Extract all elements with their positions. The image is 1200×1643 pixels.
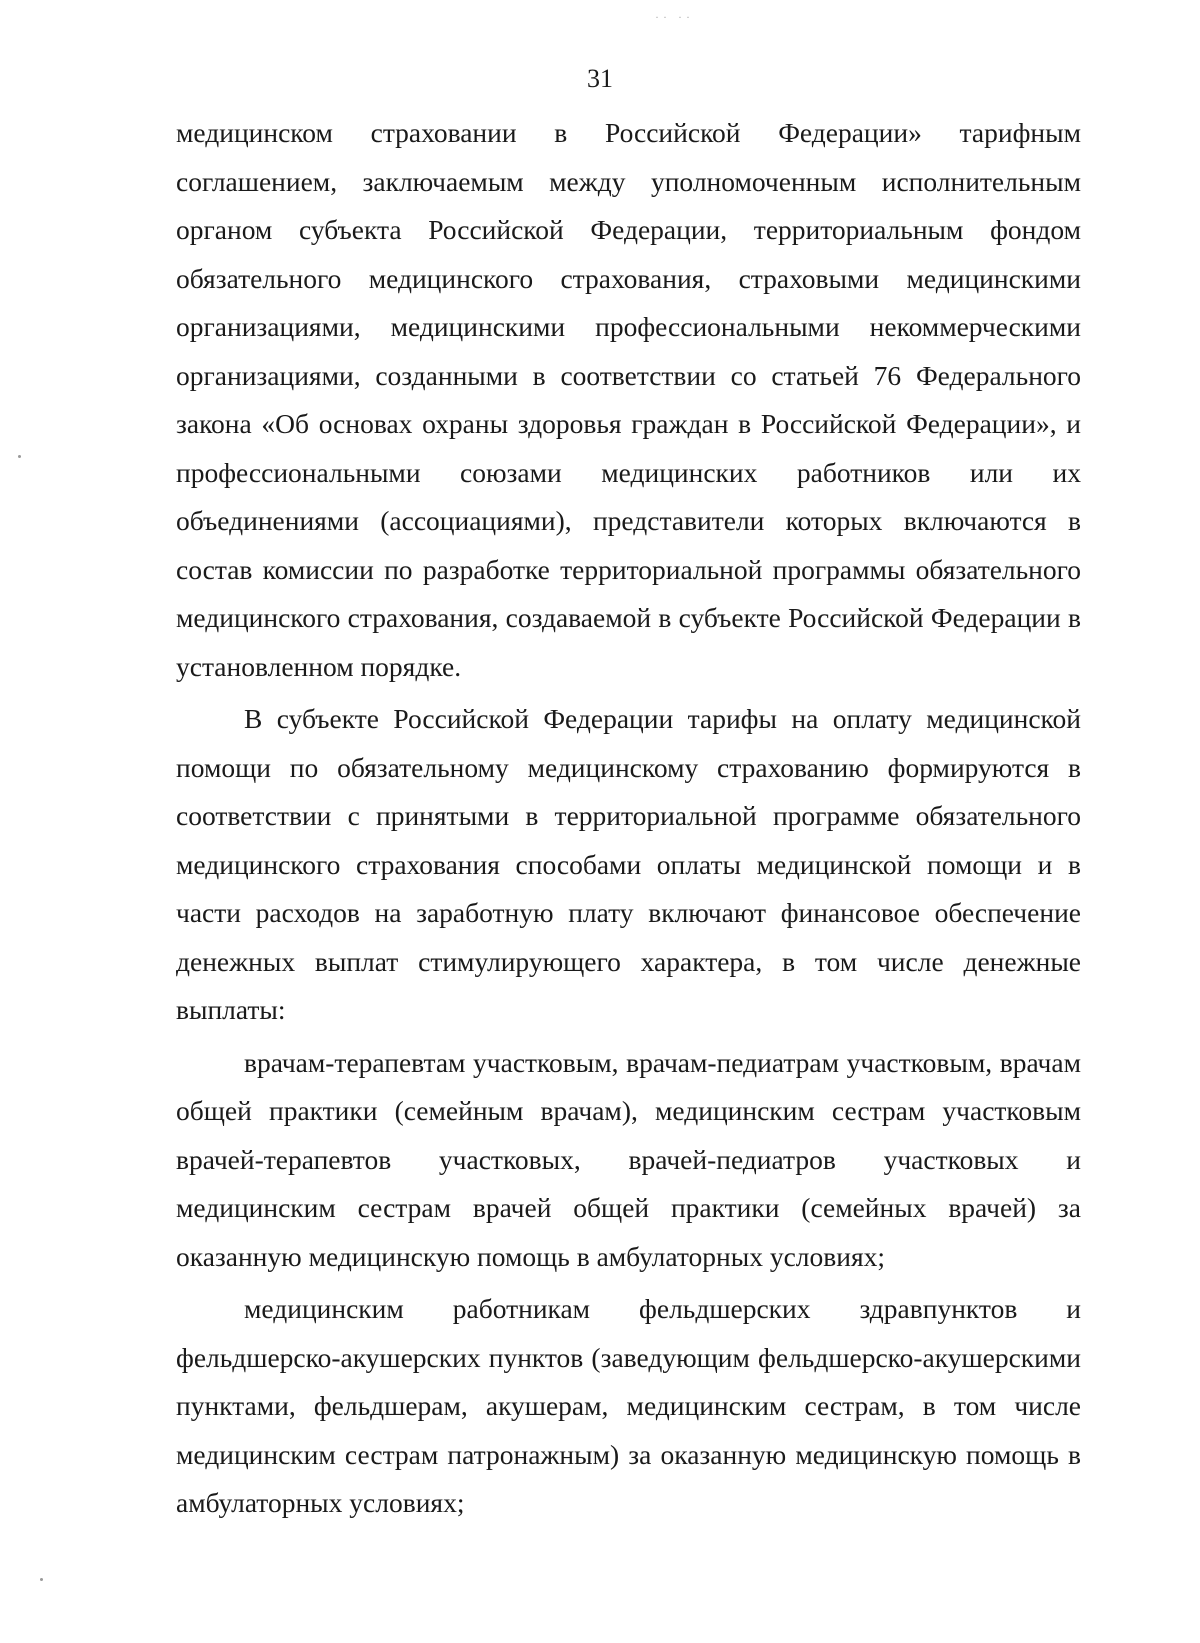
scan-artifact (18, 455, 21, 458)
paragraph: медицинском страховании в Российской Федерации» тарифным соглашением, заключаемым между уполномоченным исполнительным органом субъекта Российской Федерации, территориальным фондом обязательного медицинского страхования, страховыми медицинскими организациями, медицинскими профессиональными некоммерческими организациями, созданными в соответствии со статьей 76 Федерального закона «Об основах охраны здоровья граждан в Российской Федерации», и профессиональными союзами медицинских работников или их объединениями (ассоциациями), представители которых включаются в состав комиссии по разработке территориальной программы обязательного медицинского страхования, создаваемой в субъекте Российской Федерации в установленном порядке. (176, 117, 1081, 682)
scan-artifact: ·· ·· (655, 10, 694, 24)
scan-artifact (40, 1578, 43, 1581)
paragraph: врачам-терапевтам участковым, врачам-педиатрам участковым, врачам общей практики (семейным врачам), медицинским сестрам участковым врачей-терапевтов участковых, врачей-педиатров участковых и медицинским сестрам врачей общей практики (семейных врачей) за оказанную медицинскую помощь в амбулаторных условиях; (176, 1046, 1081, 1272)
page-number: 31 (587, 64, 613, 93)
paragraph: В субъекте Российской Федерации тарифы на оплату медицинской помощи по обязательному медицинскому страхованию формируются в соответствии с принятыми в территориальной программе обязательного медицинского страхования способами оплаты медицинской помощи и в части расходов на заработную плату включают финансовое обеспечение денежных выплат стимулирующего характера, в том числе денежные выплаты: (176, 703, 1081, 1025)
paragraph: медицинским работникам фельдшерских здравпунктов и фельдшерско-акушерских пунктов (заведующим фельдшерско-акушерскими пунктами, фельдшерам, акушерам, медицинским сестрам, в том числе медицинским сестрам патронажным) за оказанную медицинскую помощь в амбулаторных условиях; (176, 1293, 1081, 1518)
document-body (176, 109, 1081, 1528)
